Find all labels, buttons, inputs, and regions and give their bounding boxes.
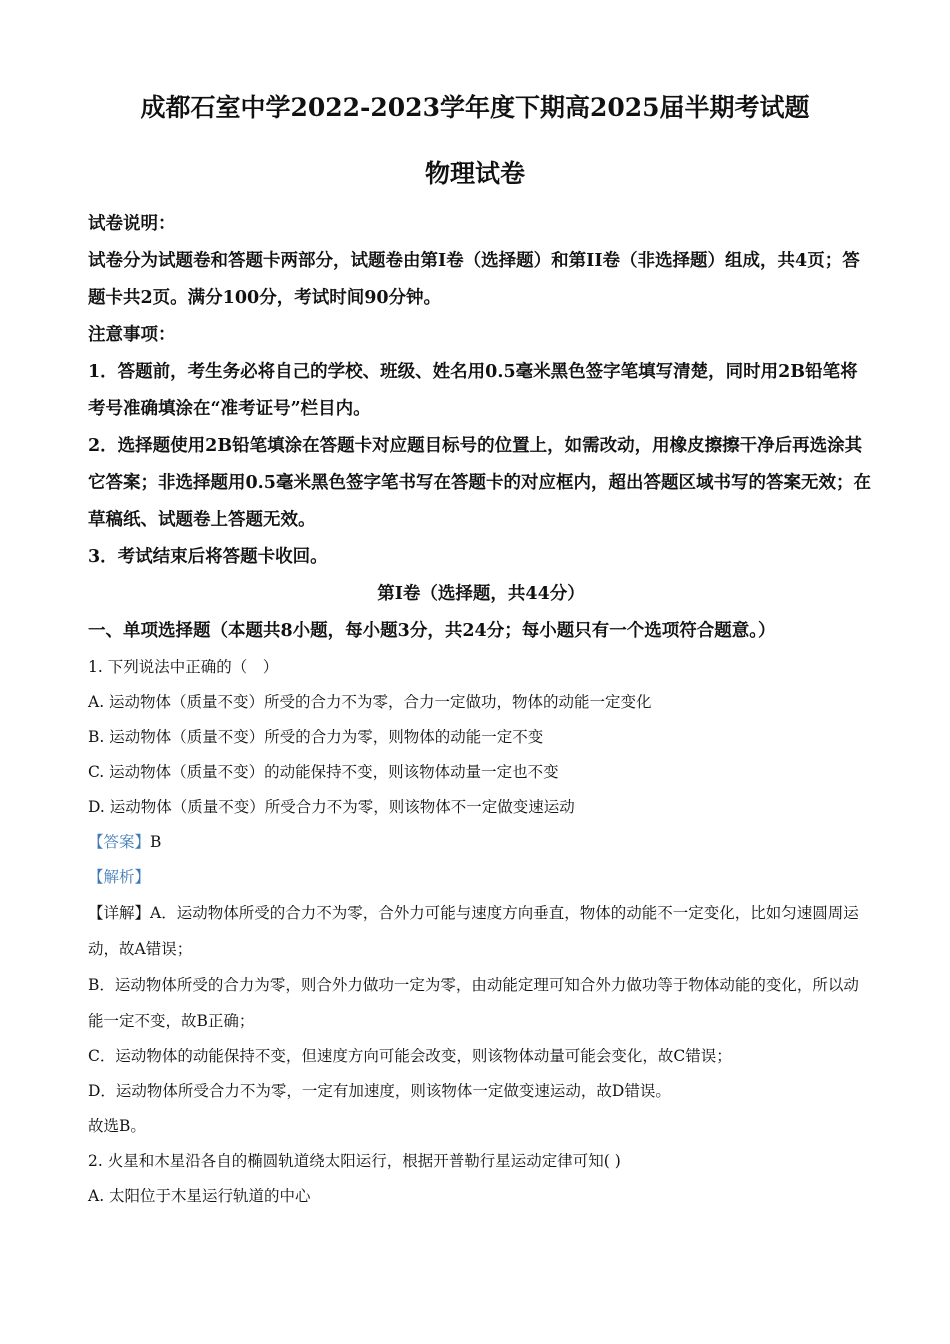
notes-heading: 注意事项：: [88, 325, 176, 345]
instructions-heading: 试卷说明：: [88, 214, 176, 234]
conclusion: 故选B。: [88, 1117, 146, 1135]
detail-a: A．运动物体所受的合力不为零，合外力可能与速度方向垂直，物体的动能不一定变化，比如匀速圆周运动，故A错误；: [88, 904, 859, 958]
part-title: 一、单项选择题（本题共8小题，每小题3分，共24分；每小题只有一个选项符合题意。）: [88, 621, 776, 641]
question-stem: 2. 火星和木星沿各自的椭圆轨道绕太阳运行，根据开普勒行星运动定律可知( ): [88, 1152, 621, 1170]
detail-b: B．运动物体所受的合力为零，则合外力做功一定为零，由动能定理可知合外力做功等于物体动能的变化，所以动能一定不变，故B正确；: [88, 976, 859, 1030]
answer-value: B: [150, 833, 162, 851]
detail-tag: 【详解】: [88, 904, 151, 922]
exam-body: [88, 206, 874, 1214]
instructions-text: 试卷分为试题卷和答题卡两部分，试题卷由第I卷（选择题）和第II卷（非选择题）组成，共4页；答题卡共2页。满分100分，考试时间90分钟。: [88, 251, 860, 308]
detail-paragraph: [88, 895, 874, 967]
question-option: C. 运动物体（质量不变）的动能保持不变，则该物体动量一定也不变: [88, 763, 559, 781]
analysis-tag: 【解析】: [88, 868, 151, 886]
answer-tag: 【答案】: [88, 833, 151, 851]
question-option: A. 太阳位于木星运行轨道的中心: [88, 1187, 311, 1205]
question-stem: 1. 下列说法中正确的（ ）: [88, 658, 279, 676]
detail-d: D．运动物体所受合力不为零，一定有加速度，则该物体一定做变速运动，故D错误。: [88, 1082, 671, 1100]
analysis-line: [88, 860, 874, 895]
detail-c: C．运动物体的动能保持不变，但速度方向可能会改变，则该物体动量可能会变化，故C错误；: [88, 1047, 732, 1065]
note-item: 1．答题前，考生务必将自己的学校、班级、姓名用0.5毫米黑色签字笔填写清楚，同时用2B铅笔将考号准确填涂在“准考证号”栏目内。: [88, 362, 858, 419]
question-option: B. 运动物体（质量不变）所受的合力为零，则物体的动能一定不变: [88, 728, 544, 746]
answer-line: [88, 825, 874, 860]
exam-title: 成都石室中学2022-2023学年度下期高2025届半期考试题: [140, 93, 810, 122]
note-item: 2．选择题使用2B铅笔填涂在答题卡对应题目标号的位置上，如需改动，用橡皮擦擦干净后再选涂其它答案；非选择题用0.5毫米黑色签字笔书写在答题卡的对应框内，超出答题区域书写的答案无效；在草稿纸、试题卷上答题无效。: [88, 436, 871, 530]
question-option: A. 运动物体（质量不变）所受的合力不为零，合力一定做功，物体的动能一定变化: [88, 693, 652, 711]
question-option: D. 运动物体（质量不变）所受合力不为零，则该物体不一定做变速运动: [88, 798, 575, 816]
section-title: 第I卷（选择题，共44分）: [377, 584, 585, 604]
note-item: 3．考试结束后将答题卡收回。: [88, 547, 328, 567]
exam-subtitle: 物理试卷: [424, 159, 525, 188]
